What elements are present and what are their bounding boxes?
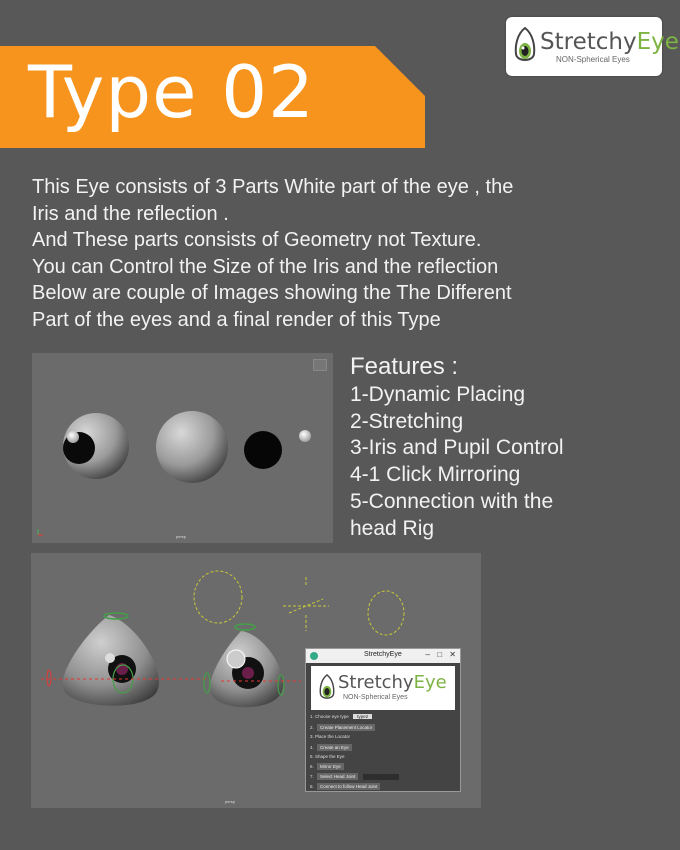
description-line: You can Control the Size of the Iris and the reflection <box>32 255 499 278</box>
white-part-sphere <box>156 411 228 483</box>
select-head-joint-button[interactable]: Select Head Joint <box>317 773 358 780</box>
tool-logo-subtitle: NON-Spherical Eyes <box>343 694 408 701</box>
step-number: 8. <box>310 784 314 789</box>
step-shape-eye <box>310 754 345 759</box>
step-mirror-eye <box>310 763 344 770</box>
step-number: 1. <box>310 714 314 719</box>
step-create-locator <box>310 724 375 731</box>
window-title: StretchyEye <box>364 651 402 658</box>
close-icon[interactable]: ✕ <box>449 650 456 659</box>
step-number: 7. <box>310 774 314 779</box>
step-choose-type <box>310 714 372 719</box>
features-list <box>350 352 670 542</box>
create-eye-button[interactable]: Create an Eye <box>317 744 352 751</box>
mirror-eye-button[interactable]: Mirror Eye <box>317 763 344 770</box>
step-number: 4. <box>310 745 314 750</box>
page-title: Type 02 <box>28 50 315 134</box>
maximize-icon[interactable]: □ <box>437 650 443 659</box>
eye-logo-icon <box>514 26 536 66</box>
reflection-sphere <box>299 430 311 442</box>
step-connect-head <box>310 783 380 790</box>
feature-item: 5-Connection with the <box>350 489 554 513</box>
step-number: 3. <box>310 734 314 739</box>
tool-logo-part2: Eye <box>413 672 447 693</box>
step-select-head-joint <box>310 773 399 780</box>
description <box>32 174 632 333</box>
features-title: Features : <box>350 353 459 380</box>
logo-name-part2: Eye <box>636 29 679 55</box>
eye-parts-render <box>32 353 333 543</box>
app-icon <box>310 652 318 660</box>
connect-head-joint-button[interactable]: Connect to follow Head Joint <box>317 783 380 790</box>
description-line: This Eye consists of 3 Parts White part of the eye , the <box>32 176 514 198</box>
description-line: Part of the eyes and a final render of this Type <box>32 308 441 331</box>
feature-item: 2-Stretching <box>350 409 464 433</box>
create-placement-locator-button[interactable]: Create Placement Locator <box>317 724 375 731</box>
viewport-corner-icon <box>313 359 327 371</box>
feature-item: 1-Dynamic Placing <box>350 383 526 406</box>
right-eye-rig <box>204 624 301 707</box>
tool-logo-name <box>338 672 447 693</box>
eye-parts-viewport <box>32 353 333 543</box>
guide-circles <box>194 571 404 635</box>
eye-logo-icon <box>319 673 335 703</box>
step-label: Place the Locator <box>315 734 351 739</box>
feature-item: head Rig <box>350 516 435 540</box>
head-joint-field[interactable] <box>363 774 399 780</box>
minimize-icon[interactable]: – <box>425 650 430 659</box>
step-number: 5. <box>310 754 314 759</box>
description-line: Iris and the reflection . <box>32 202 229 225</box>
step-create-eye <box>310 744 352 751</box>
full-eye <box>63 413 129 479</box>
viewport-caption: persp <box>176 534 187 539</box>
feature-item: 4-1 Click Mirroring <box>350 463 521 487</box>
step-number: 2. <box>310 725 314 730</box>
step-label: Shape the Eye <box>315 754 345 759</box>
window-controls <box>421 650 456 659</box>
logo-subtitle: NON-Spherical Eyes <box>556 55 630 64</box>
logo-name <box>540 29 679 55</box>
eye-type-dropdown[interactable]: type2 <box>353 714 372 719</box>
step-label: Choose eye type <box>315 714 349 719</box>
stretchyeye-logo <box>506 17 679 76</box>
tool-logo <box>311 666 455 710</box>
axis-icon <box>38 529 43 535</box>
stretchyeye-tool-window[interactable] <box>305 648 461 792</box>
description-line: And These parts consists of Geometry not Texture. <box>32 229 482 251</box>
logo-name-part1: Stretchy <box>540 29 637 55</box>
step-place-locator <box>310 734 350 739</box>
description-line: Below are couple of Images showing the The Different <box>32 282 512 304</box>
viewport-caption: persp <box>225 799 236 804</box>
step-number: 6. <box>310 764 314 769</box>
iris-disc <box>244 431 282 469</box>
feature-item: 3-Iris and Pupil Control <box>350 436 564 460</box>
window-titlebar[interactable] <box>306 649 460 663</box>
left-eye-rig <box>41 613 206 706</box>
tool-logo-part1: Stretchy <box>338 672 414 693</box>
